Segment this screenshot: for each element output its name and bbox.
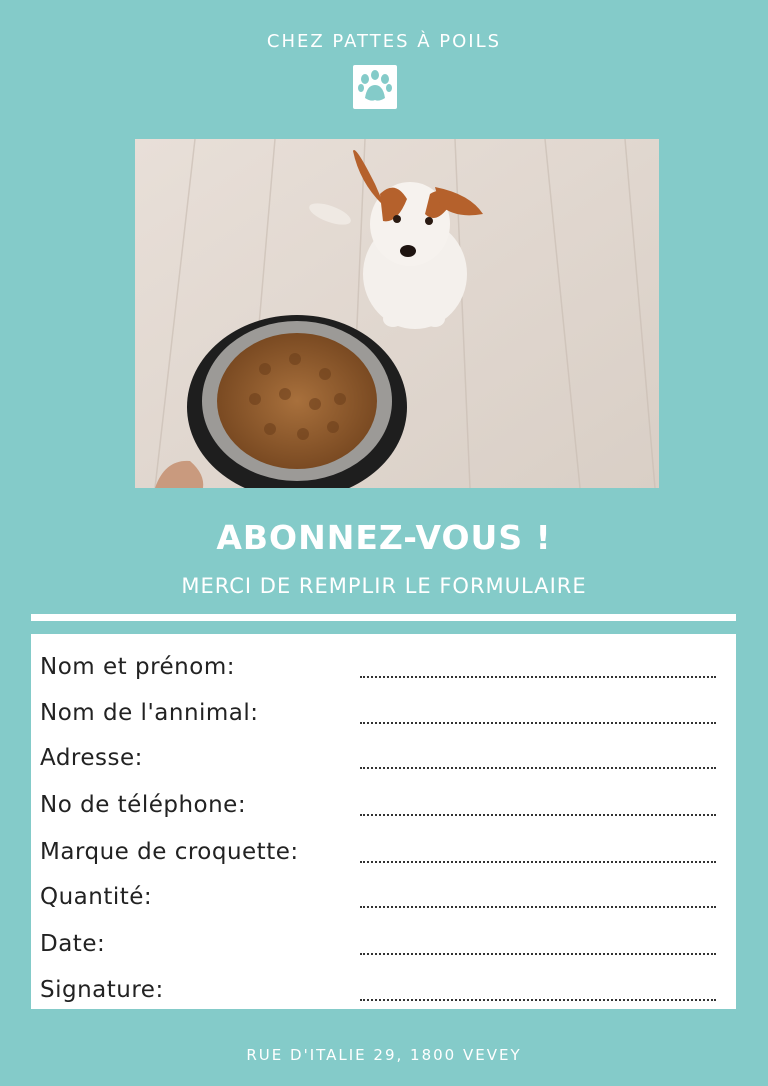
field-input-brand[interactable] — [360, 861, 716, 863]
divider — [31, 614, 736, 621]
form-row-pet-name — [40, 690, 710, 730]
field-input-address[interactable] — [360, 767, 716, 769]
subscription-form — [31, 634, 736, 1009]
paw-print-icon — [353, 65, 397, 109]
form-row-quantity — [40, 874, 710, 914]
form-row-phone — [40, 782, 710, 822]
form-row-signature — [40, 967, 710, 1007]
field-label-phone: No de téléphone: — [40, 792, 247, 818]
field-label-signature: Signature: — [40, 977, 164, 1003]
form-row-date — [40, 921, 710, 961]
field-label-pet-name: Nom de l'annimal: — [40, 700, 259, 726]
field-label-name: Nom et prénom: — [40, 654, 235, 680]
field-input-phone[interactable] — [360, 814, 716, 816]
field-input-date[interactable] — [360, 953, 716, 955]
field-input-pet-name[interactable] — [360, 722, 716, 724]
field-input-quantity[interactable] — [360, 906, 716, 908]
field-input-name[interactable] — [360, 676, 716, 678]
field-label-brand: Marque de croquette: — [40, 839, 299, 865]
form-row-brand — [40, 829, 710, 869]
field-label-address: Adresse: — [40, 745, 143, 771]
footer-address: RUE D'ITALIE 29, 1800 VEVEY — [246, 1046, 522, 1064]
field-label-date: Date: — [40, 931, 106, 957]
page-subtitle: MERCI DE REMPLIR LE FORMULAIRE — [181, 574, 587, 598]
form-row-address — [40, 735, 710, 775]
field-input-signature[interactable] — [360, 999, 716, 1001]
form-row-name — [40, 644, 710, 684]
page-title: ABONNEZ-VOUS ! — [216, 518, 552, 557]
dog-food-bowl-photo — [135, 139, 659, 488]
brand-name: CHEZ PATTES À POILS — [266, 31, 502, 52]
field-label-quantity: Quantité: — [40, 884, 153, 910]
